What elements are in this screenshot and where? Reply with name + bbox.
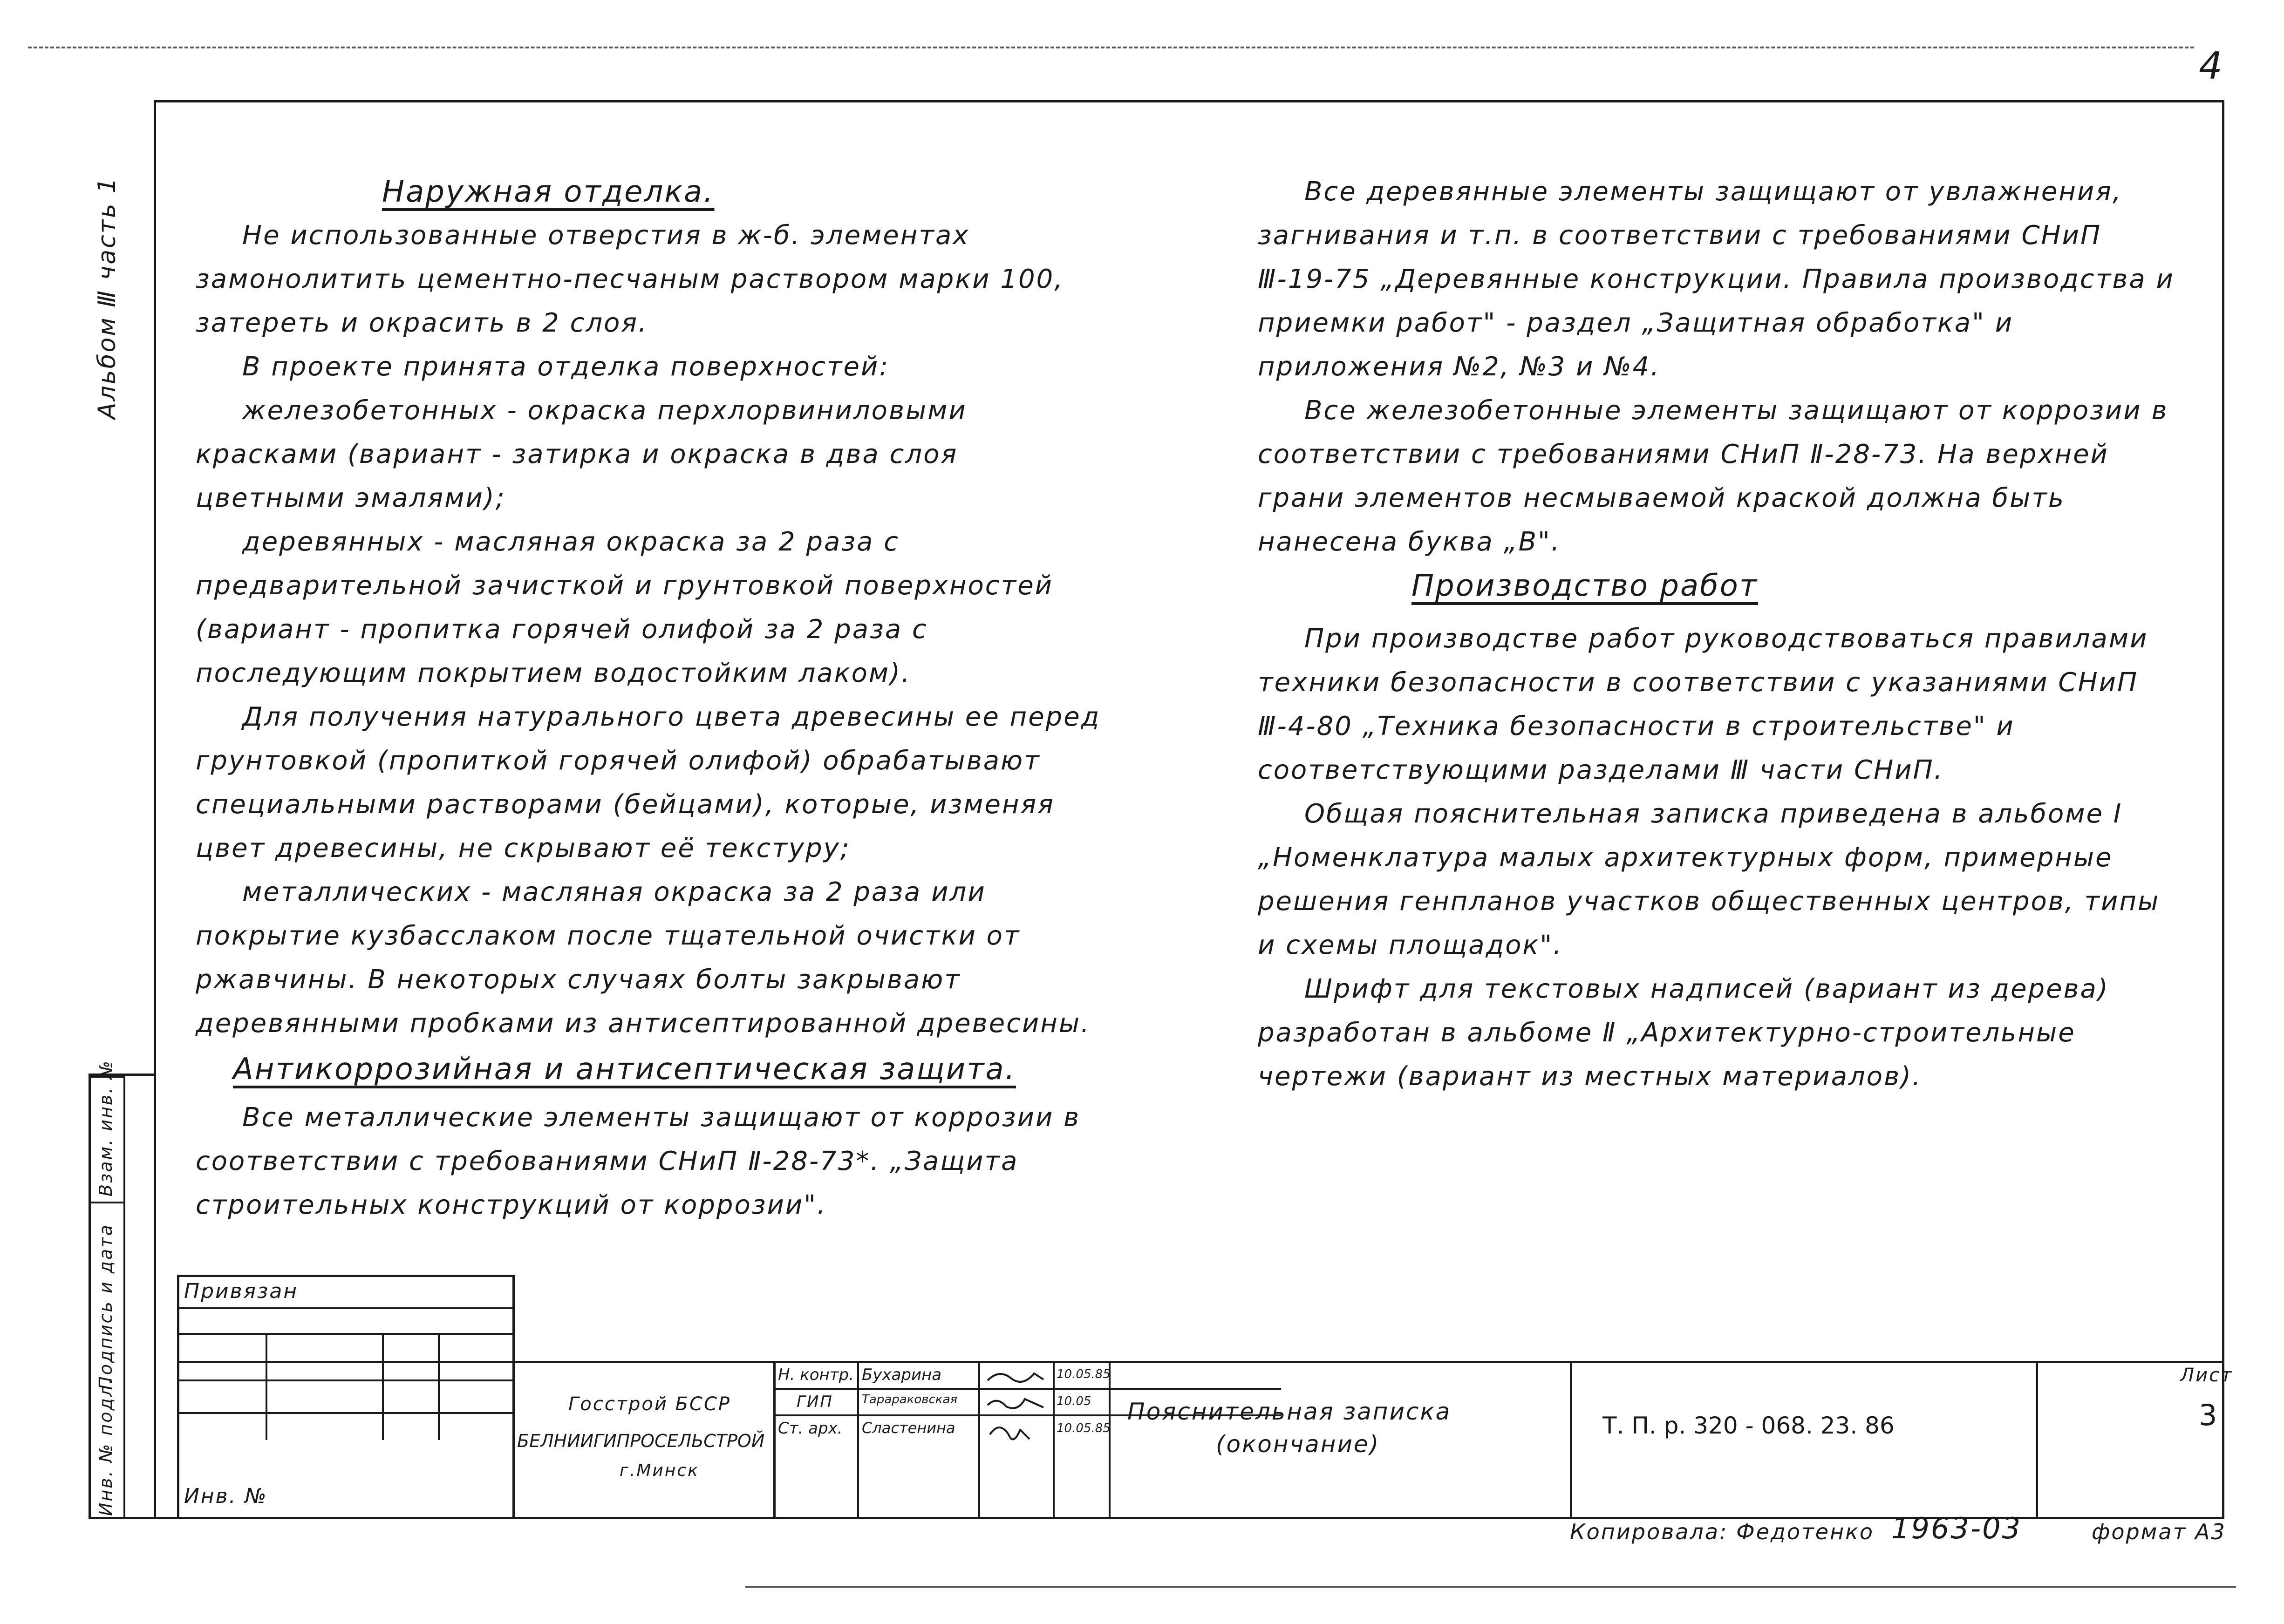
privyazan-label: Привязан [184, 1279, 299, 1303]
tb-rule [266, 1333, 267, 1440]
org-line2: БЕЛНИИГИПРОСЕЛЬСТРОЙ [517, 1431, 765, 1451]
side-stamp-blank [123, 1076, 158, 1517]
role-n-kontr: Н. контр. [778, 1366, 854, 1384]
signature-1 [985, 1366, 1046, 1387]
signature-2 [985, 1393, 1046, 1414]
heading-exterior: Наружная отделка. [382, 175, 715, 209]
tb-rule [177, 1379, 512, 1381]
paragraph: Все железобетонные элементы защищают от коррозии в соответствии с требованиями СНиП Ⅱ-28-73. На верхней грани элементов несмываемой краской должна быть нанесена буква „В". [1258, 395, 2168, 557]
role-gip: ГИП [797, 1393, 833, 1411]
tb-rule [1570, 1361, 1572, 1519]
heading-works: Производство работ [1411, 569, 1759, 603]
tb-rule [773, 1388, 1281, 1390]
paragraph: Все деревянные элементы защищают от увлажнения, загнивания и т.п. в соответствии с требованиями СНиП Ⅲ-19-75 „Деревянные конструкции. Правила производства и приемки работ" - раздел „Защитная обработка" и приложения №2, №3 и №4. [1258, 177, 2175, 382]
project-code: Т. П. р. 320 - 068. 23. 86 [1602, 1412, 1895, 1439]
vzam-label: Взам. инв. № [95, 1059, 116, 1196]
bottom-dashed-line [745, 1586, 2236, 1588]
side-stamp [89, 1059, 154, 1519]
paragraph: При производстве работ руководствоваться правилами техники безопасности в соответствии с указаниями СНиП Ⅲ-4-80 „Техника безопасности в строительстве" и соответствующими разделами Ⅲ части СНиП. [1258, 624, 2148, 785]
sheet-label: Лист [2180, 1365, 2233, 1386]
tb-rule [857, 1361, 859, 1519]
side-cell-vzam [91, 1059, 123, 1202]
paragraph: металлических - масляная окраска за 2 раза или покрытие кузбасслаком после тщательной очистки от ржавчины. В некоторых случаях болты закрывают деревянными пробками из антисептированной древесины. [196, 877, 1091, 1039]
side-stamp-labels [91, 1059, 123, 1517]
inv-label: Инв. № подл. [95, 1377, 116, 1516]
tb-rule [1053, 1361, 1055, 1519]
right-column [1258, 170, 2180, 1099]
date-3: 10.05.85 [1057, 1421, 1111, 1435]
tb-rule [2036, 1361, 2224, 1363]
side-cell-sign [91, 1202, 123, 1402]
inv-no-label: Инв. № [184, 1484, 268, 1508]
paragraph: Для получения натурального цвета древесины ее перед грунтовкой (пропиткой горячей олифой) обрабатывают специальными растворами (бейцами), которые, изменяя цвет древесины, не скрывают её текстуру; [196, 702, 1101, 863]
paragraph: деревянных - масляная окраска за 2 раза с предварительной зачисткой и грунтовкой поверхностей (вариант - пропитка горячей олифой за 2 раза с последующим покрытием водостойким лаком). [196, 527, 1054, 688]
page-number: 4 [2199, 44, 2224, 88]
tb-rule [177, 1307, 512, 1309]
tb-rule [512, 1275, 515, 1519]
title-block [177, 1279, 2233, 1519]
footer-number: 1963-03 [1891, 1511, 2022, 1545]
tb-rule [978, 1361, 980, 1519]
side-cell-inv [91, 1377, 123, 1522]
tb-rule [177, 1412, 512, 1414]
org-line1: Госстрой БССР [568, 1393, 731, 1415]
name-1: Бухарина [862, 1366, 942, 1384]
tb-rule [382, 1333, 384, 1440]
paragraph: В проекте принята отделка поверхностей: [242, 352, 890, 382]
top-dashed-line [28, 47, 2194, 48]
paragraph: Шрифт для текстовых надписей (вариант из дерева) разработан в альбоме Ⅱ „Архитектурно-строительные чертежи (вариант из местных материалов). [1258, 974, 2109, 1092]
tb-rule [438, 1333, 440, 1440]
doc-title-line2: (окончание) [1216, 1431, 1380, 1458]
tb-rule [177, 1275, 512, 1277]
heading-anticorrosion: Антикоррозийная и антисептическая защита. [233, 1052, 1016, 1087]
paragraph: Общая пояснительная записка приведена в альбоме I „Номенклатура малых архитектурных форм, примерные решения генпланов участков общественных центров, типы и схемы площадок". [1258, 799, 2160, 960]
tb-rule [177, 1275, 179, 1519]
paragraph: железобетонных - окраска перхлорвиниловыми красками (вариант - затирка и окраска в два слоя цветными эмалями); [196, 395, 967, 513]
name-2: Тарараковская [862, 1393, 958, 1407]
format-label: формат А3 [2092, 1519, 2226, 1544]
date-1: 10.05.85 [1057, 1367, 1111, 1381]
paragraph: Все металлические элементы защищают от коррозии в соответствии с требованиями СНиП Ⅱ-28-73*. „Защита строительных конструкций от коррозии". [196, 1102, 1081, 1220]
copied-by: Копировала: Федотенко [1570, 1519, 1875, 1544]
org-line3: г.Минск [620, 1461, 699, 1480]
signature-3 [985, 1420, 1046, 1450]
paragraph: Не использованные отверстия в ж-б. элементах замонолитить цементно-песчаным раствором марки 100, затереть и окрасить в 2 слоя. [196, 220, 1064, 338]
name-3: Сластенина [862, 1419, 955, 1437]
tb-rule [177, 1333, 512, 1335]
tb-rule [1109, 1361, 1111, 1519]
album-label: Альбом Ⅲ часть 1 [93, 176, 121, 419]
doc-title-line1: Пояснительная записка [1127, 1398, 1452, 1425]
date-2: 10.05 [1057, 1394, 1091, 1408]
sheet-number: 3 [2199, 1398, 2219, 1432]
tb-rule [177, 1361, 2224, 1363]
left-column [196, 170, 1109, 1227]
role-st-arch: Ст. арх. [778, 1419, 843, 1438]
tb-rule [2036, 1361, 2038, 1519]
sign-label: Подпись и дата [95, 1223, 116, 1390]
tb-rule [773, 1361, 776, 1519]
